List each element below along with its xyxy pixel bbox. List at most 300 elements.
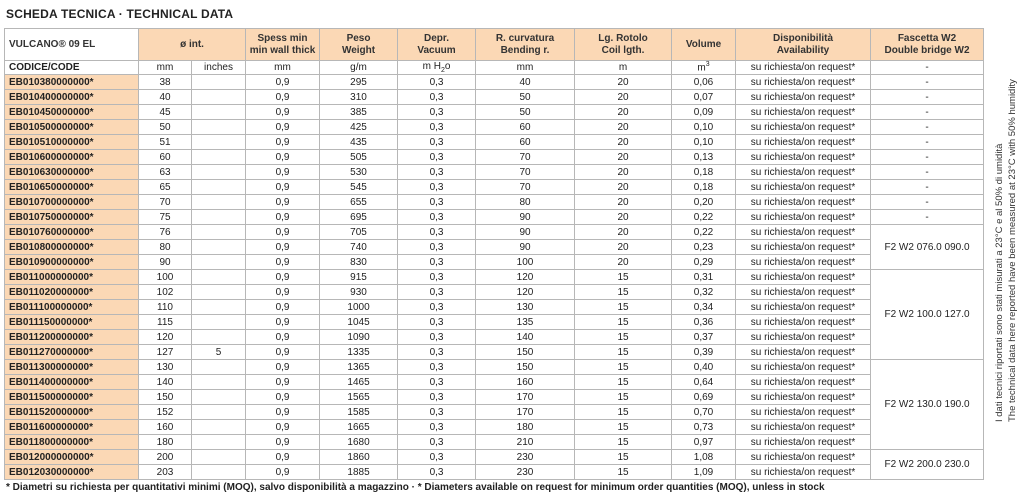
cell-vacuum: 0,3	[398, 345, 476, 360]
cell-int-inches	[192, 240, 246, 255]
cell-volume: 0,70	[672, 405, 736, 420]
cell-availability: su richiesta/on request*	[736, 255, 871, 270]
cell-coil-length: 20	[575, 105, 672, 120]
unit-volume: $m^3$	[672, 61, 736, 75]
cell-int-mm: 51	[139, 135, 192, 150]
cell-wall: 0,9	[246, 345, 320, 360]
cell-availability: su richiesta/on request*	[736, 270, 871, 285]
cell-volume: 0,13	[672, 150, 736, 165]
cell-fascetta: F2 W2 100.0 127.0	[871, 270, 984, 360]
cell-coil-length: 20	[575, 210, 672, 225]
cell-code: EB011800000000*	[5, 435, 139, 450]
cell-int-mm: 75	[139, 210, 192, 225]
cell-availability: su richiesta/on request*	[736, 465, 871, 480]
cell-wall: 0,9	[246, 180, 320, 195]
cell-code: EB010600000000*	[5, 150, 139, 165]
table-row	[5, 225, 984, 240]
cell-vacuum: 0,3	[398, 270, 476, 285]
cell-int-mm: 80	[139, 240, 192, 255]
cell-fascetta: -	[871, 105, 984, 120]
cell-bending-radius: 120	[476, 270, 575, 285]
side-note-it: I dati tecnici riportati sono stati misurati a 23°C e al 50% di umidità	[994, 143, 1005, 422]
cell-fascetta: F2 W2 130.0 190.0	[871, 360, 984, 450]
cell-availability: su richiesta/on request*	[736, 105, 871, 120]
cell-weight: 1565	[320, 390, 398, 405]
side-note-en: The technical data here reported have been measured at 23°C with 50% humidity	[1007, 79, 1018, 422]
cell-weight: 1860	[320, 450, 398, 465]
cell-int-mm: 160	[139, 420, 192, 435]
cell-weight: 705	[320, 225, 398, 240]
cell-coil-length: 20	[575, 150, 672, 165]
cell-volume: 0,36	[672, 315, 736, 330]
cell-int-mm: 102	[139, 285, 192, 300]
cell-volume: 0,10	[672, 135, 736, 150]
cell-wall: 0,9	[246, 300, 320, 315]
cell-vacuum: 0,3	[398, 165, 476, 180]
cell-code: EB011500000000*	[5, 390, 139, 405]
cell-coil-length: 15	[575, 285, 672, 300]
cell-availability: su richiesta/on request*	[736, 150, 871, 165]
cell-bending-radius: 150	[476, 360, 575, 375]
cell-vacuum: 0,3	[398, 420, 476, 435]
cell-int-inches	[192, 165, 246, 180]
cell-int-mm: 76	[139, 225, 192, 240]
cell-volume: 0,06	[672, 75, 736, 90]
cell-int-inches	[192, 270, 246, 285]
table-row	[5, 255, 984, 270]
cell-vacuum: 0,3	[398, 330, 476, 345]
cell-coil-length: 15	[575, 330, 672, 345]
table-row	[5, 345, 984, 360]
cell-availability: su richiesta/on request*	[736, 390, 871, 405]
cell-fascetta: -	[871, 210, 984, 225]
cell-fascetta: F2 W2 200.0 230.0	[871, 450, 984, 480]
table-row	[5, 105, 984, 120]
cell-weight: 1090	[320, 330, 398, 345]
header-int-diameter: ø int.	[139, 29, 246, 61]
header-volume: Volume	[672, 29, 736, 61]
cell-int-inches	[192, 135, 246, 150]
table-body	[5, 75, 984, 480]
cell-availability: su richiesta/on request*	[736, 90, 871, 105]
cell-int-mm: 120	[139, 330, 192, 345]
cell-code: EB010450000000*	[5, 105, 139, 120]
cell-code: EB011400000000*	[5, 375, 139, 390]
cell-int-inches	[192, 375, 246, 390]
cell-fascetta: -	[871, 120, 984, 135]
cell-bending-radius: 60	[476, 135, 575, 150]
cell-fascetta: -	[871, 150, 984, 165]
cell-vacuum: 0,3	[398, 210, 476, 225]
cell-code: EB011520000000*	[5, 405, 139, 420]
cell-availability: su richiesta/on request*	[736, 210, 871, 225]
cell-volume: 0,22	[672, 225, 736, 240]
cell-code: EB011020000000*	[5, 285, 139, 300]
cell-int-inches	[192, 195, 246, 210]
cell-availability: su richiesta/on request*	[736, 450, 871, 465]
cell-bending-radius: 50	[476, 105, 575, 120]
cell-wall: 0,9	[246, 225, 320, 240]
cell-fascetta: -	[871, 135, 984, 150]
cell-availability: su richiesta/on request*	[736, 180, 871, 195]
cell-coil-length: 20	[575, 180, 672, 195]
cell-weight: 425	[320, 120, 398, 135]
unit-weight: g/m	[320, 61, 398, 75]
header-coil-length: Lg. Rotolo Coil lgth.	[575, 29, 672, 61]
table-row	[5, 135, 984, 150]
cell-bending-radius: 170	[476, 390, 575, 405]
cell-weight: 1335	[320, 345, 398, 360]
cell-int-mm: 203	[139, 465, 192, 480]
cell-bending-radius: 70	[476, 165, 575, 180]
cell-int-inches	[192, 315, 246, 330]
cell-vacuum: 0,3	[398, 195, 476, 210]
cell-volume: 0,40	[672, 360, 736, 375]
cell-int-inches	[192, 450, 246, 465]
cell-int-mm: 70	[139, 195, 192, 210]
cell-code: EB010500000000*	[5, 120, 139, 135]
cell-int-inches	[192, 390, 246, 405]
cell-weight: 295	[320, 75, 398, 90]
cell-vacuum: 0,3	[398, 90, 476, 105]
cell-int-mm: 45	[139, 105, 192, 120]
cell-bending-radius: 135	[476, 315, 575, 330]
cell-coil-length: 15	[575, 465, 672, 480]
cell-volume: 0,22	[672, 210, 736, 225]
table-row	[5, 75, 984, 90]
table-row	[5, 150, 984, 165]
cell-coil-length: 15	[575, 270, 672, 285]
unit-mm: mm	[139, 61, 192, 75]
cell-int-mm: 90	[139, 255, 192, 270]
table-row	[5, 90, 984, 105]
cell-bending-radius: 50	[476, 90, 575, 105]
cell-availability: su richiesta/on request*	[736, 345, 871, 360]
cell-coil-length: 20	[575, 195, 672, 210]
cell-wall: 0,9	[246, 360, 320, 375]
footnote: * Diametri su richiesta per quantitativi minimi (MOQ), salvo disponibilità a magazzino · * Diameters available on request for minimum order quantities (MOQ), unless in stock	[6, 482, 825, 493]
cell-volume: 0,20	[672, 195, 736, 210]
table-row	[5, 435, 984, 450]
cell-availability: su richiesta/on request*	[736, 195, 871, 210]
cell-code: EB011100000000*	[5, 300, 139, 315]
cell-int-inches	[192, 255, 246, 270]
cell-vacuum: 0,3	[398, 360, 476, 375]
cell-int-mm: 60	[139, 150, 192, 165]
cell-int-mm: 40	[139, 90, 192, 105]
cell-int-inches	[192, 90, 246, 105]
cell-availability: su richiesta/on request*	[736, 375, 871, 390]
cell-wall: 0,9	[246, 120, 320, 135]
cell-code: EB010380000000*	[5, 75, 139, 90]
page-title: SCHEDA TECNICA · TECHNICAL DATA	[6, 7, 234, 21]
cell-availability: su richiesta/on request*	[736, 420, 871, 435]
cell-availability: su richiesta/on request*	[736, 435, 871, 450]
table-row	[5, 360, 984, 375]
cell-coil-length: 15	[575, 405, 672, 420]
cell-code: EB010760000000*	[5, 225, 139, 240]
cell-int-inches	[192, 225, 246, 240]
cell-coil-length: 15	[575, 420, 672, 435]
cell-vacuum: 0,3	[398, 105, 476, 120]
cell-bending-radius: 90	[476, 240, 575, 255]
cell-vacuum: 0,3	[398, 120, 476, 135]
cell-bending-radius: 140	[476, 330, 575, 345]
cell-volume: 0,32	[672, 285, 736, 300]
cell-int-mm: 140	[139, 375, 192, 390]
cell-int-inches	[192, 405, 246, 420]
cell-int-inches	[192, 210, 246, 225]
cell-int-mm: 130	[139, 360, 192, 375]
cell-weight: 545	[320, 180, 398, 195]
cell-coil-length: 20	[575, 225, 672, 240]
cell-availability: su richiesta/on request*	[736, 120, 871, 135]
cell-weight: 695	[320, 210, 398, 225]
cell-bending-radius: 230	[476, 465, 575, 480]
unit-inches: inches	[192, 61, 246, 75]
table-row	[5, 240, 984, 255]
cell-wall: 0,9	[246, 75, 320, 90]
cell-availability: su richiesta/on request*	[736, 225, 871, 240]
cell-wall: 0,9	[246, 330, 320, 345]
cell-volume: 0,39	[672, 345, 736, 360]
cell-volume: 0,18	[672, 180, 736, 195]
table-row	[5, 390, 984, 405]
cell-code: EB010750000000*	[5, 210, 139, 225]
cell-bending-radius: 70	[476, 180, 575, 195]
cell-int-inches	[192, 465, 246, 480]
cell-coil-length: 20	[575, 75, 672, 90]
cell-coil-length: 15	[575, 450, 672, 465]
cell-vacuum: 0,3	[398, 285, 476, 300]
cell-vacuum: 0,3	[398, 240, 476, 255]
cell-weight: 915	[320, 270, 398, 285]
cell-vacuum: 0,3	[398, 390, 476, 405]
cell-wall: 0,9	[246, 195, 320, 210]
cell-availability: su richiesta/on request*	[736, 300, 871, 315]
unit-vacuum: m $H_2o$	[398, 61, 476, 75]
cell-vacuum: 0,3	[398, 255, 476, 270]
cell-weight: 1665	[320, 420, 398, 435]
cell-weight: 505	[320, 150, 398, 165]
cell-wall: 0,9	[246, 135, 320, 150]
cell-volume: 0,64	[672, 375, 736, 390]
table-row	[5, 330, 984, 345]
cell-wall: 0,9	[246, 150, 320, 165]
units-row	[5, 61, 984, 75]
header-wall-thickness: Spess min min wall thick	[246, 29, 320, 61]
cell-coil-length: 20	[575, 255, 672, 270]
cell-int-inches	[192, 180, 246, 195]
cell-bending-radius: 70	[476, 150, 575, 165]
cell-int-mm: 180	[139, 435, 192, 450]
cell-volume: 1,08	[672, 450, 736, 465]
cell-wall: 0,9	[246, 465, 320, 480]
cell-wall: 0,9	[246, 90, 320, 105]
cell-code: EB011200000000*	[5, 330, 139, 345]
cell-code: EB011000000000*	[5, 270, 139, 285]
cell-volume: 0,34	[672, 300, 736, 315]
cell-coil-length: 15	[575, 300, 672, 315]
cell-volume: 0,73	[672, 420, 736, 435]
cell-coil-length: 15	[575, 315, 672, 330]
cell-vacuum: 0,3	[398, 135, 476, 150]
cell-volume: 0,18	[672, 165, 736, 180]
cell-wall: 0,9	[246, 420, 320, 435]
cell-wall: 0,9	[246, 375, 320, 390]
cell-availability: su richiesta/on request*	[736, 360, 871, 375]
cell-coil-length: 20	[575, 165, 672, 180]
table-row	[5, 375, 984, 390]
side-note	[993, 79, 1024, 422]
cell-int-inches	[192, 435, 246, 450]
product-name: VULCANO® 09 EL	[5, 29, 139, 61]
cell-coil-length: 20	[575, 240, 672, 255]
cell-int-mm: 127	[139, 345, 192, 360]
cell-volume: 0,23	[672, 240, 736, 255]
cell-code: EB010510000000*	[5, 135, 139, 150]
cell-int-inches	[192, 330, 246, 345]
cell-volume: 0,07	[672, 90, 736, 105]
cell-code: EB011600000000*	[5, 420, 139, 435]
header-row	[5, 29, 984, 61]
cell-wall: 0,9	[246, 435, 320, 450]
cell-weight: 930	[320, 285, 398, 300]
cell-int-inches	[192, 285, 246, 300]
cell-bending-radius: 130	[476, 300, 575, 315]
cell-volume: 1,09	[672, 465, 736, 480]
unit-availability: su richiesta/on request*	[736, 61, 871, 75]
table-row	[5, 420, 984, 435]
cell-wall: 0,9	[246, 405, 320, 420]
cell-weight: 310	[320, 90, 398, 105]
cell-int-mm: 150	[139, 390, 192, 405]
header-fascetta: Fascetta W2 Double bridge W2	[871, 29, 984, 61]
cell-wall: 0,9	[246, 270, 320, 285]
unit-wall: mm	[246, 61, 320, 75]
cell-int-inches	[192, 105, 246, 120]
header-weight: Peso Weight	[320, 29, 398, 61]
cell-wall: 0,9	[246, 210, 320, 225]
cell-weight: 1365	[320, 360, 398, 375]
cell-coil-length: 15	[575, 360, 672, 375]
cell-volume: 0,09	[672, 105, 736, 120]
cell-weight: 1680	[320, 435, 398, 450]
cell-weight: 1045	[320, 315, 398, 330]
cell-weight: 1585	[320, 405, 398, 420]
cell-bending-radius: 90	[476, 225, 575, 240]
cell-code: EB010650000000*	[5, 180, 139, 195]
cell-code: EB010700000000*	[5, 195, 139, 210]
cell-wall: 0,9	[246, 240, 320, 255]
cell-code: EB010800000000*	[5, 240, 139, 255]
cell-int-inches	[192, 420, 246, 435]
cell-volume: 0,29	[672, 255, 736, 270]
cell-int-mm: 65	[139, 180, 192, 195]
table-row	[5, 465, 984, 480]
table-row	[5, 210, 984, 225]
cell-weight: 530	[320, 165, 398, 180]
cell-coil-length: 15	[575, 345, 672, 360]
cell-weight: 1885	[320, 465, 398, 480]
cell-bending-radius: 160	[476, 375, 575, 390]
cell-int-mm: 110	[139, 300, 192, 315]
cell-fascetta: -	[871, 195, 984, 210]
cell-availability: su richiesta/on request*	[736, 330, 871, 345]
table-row	[5, 120, 984, 135]
cell-fascetta: F2 W2 076.0 090.0	[871, 225, 984, 270]
cell-int-inches	[192, 150, 246, 165]
cell-bending-radius: 120	[476, 285, 575, 300]
cell-volume: 0,31	[672, 270, 736, 285]
table-row	[5, 270, 984, 285]
cell-coil-length: 20	[575, 90, 672, 105]
cell-availability: su richiesta/on request*	[736, 135, 871, 150]
cell-coil-length: 15	[575, 390, 672, 405]
table-row	[5, 195, 984, 210]
cell-availability: su richiesta/on request*	[736, 315, 871, 330]
cell-int-inches	[192, 360, 246, 375]
cell-code: EB010630000000*	[5, 165, 139, 180]
cell-volume: 0,97	[672, 435, 736, 450]
cell-weight: 1465	[320, 375, 398, 390]
technical-data-table	[4, 28, 984, 480]
cell-vacuum: 0,3	[398, 225, 476, 240]
cell-vacuum: 0,3	[398, 435, 476, 450]
cell-fascetta: -	[871, 90, 984, 105]
cell-wall: 0,9	[246, 450, 320, 465]
cell-weight: 1000	[320, 300, 398, 315]
cell-weight: 435	[320, 135, 398, 150]
cell-int-mm: 63	[139, 165, 192, 180]
cell-fascetta: -	[871, 180, 984, 195]
cell-int-inches	[192, 120, 246, 135]
table-row	[5, 180, 984, 195]
cell-int-mm: 115	[139, 315, 192, 330]
header-vacuum: Depr. Vacuum	[398, 29, 476, 61]
cell-bending-radius: 150	[476, 345, 575, 360]
table-row	[5, 315, 984, 330]
cell-bending-radius: 60	[476, 120, 575, 135]
cell-bending-radius: 230	[476, 450, 575, 465]
cell-volume: 0,37	[672, 330, 736, 345]
cell-code: EB010400000000*	[5, 90, 139, 105]
unit-code: CODICE/CODE	[5, 61, 139, 75]
table-row	[5, 285, 984, 300]
cell-int-mm: 200	[139, 450, 192, 465]
cell-weight: 385	[320, 105, 398, 120]
header-availability: Disponibilità Availability	[736, 29, 871, 61]
cell-availability: su richiesta/on request*	[736, 285, 871, 300]
cell-vacuum: 0,3	[398, 150, 476, 165]
cell-bending-radius: 80	[476, 195, 575, 210]
cell-vacuum: 0,3	[398, 465, 476, 480]
cell-code: EB012000000000*	[5, 450, 139, 465]
header-bending-radius: R. curvatura Bending r.	[476, 29, 575, 61]
cell-int-inches: 5	[192, 345, 246, 360]
cell-code: EB011150000000*	[5, 315, 139, 330]
cell-availability: su richiesta/on request*	[736, 75, 871, 90]
table-row	[5, 405, 984, 420]
cell-coil-length: 15	[575, 435, 672, 450]
cell-code: EB010900000000*	[5, 255, 139, 270]
cell-volume: 0,69	[672, 390, 736, 405]
unit-coil: m	[575, 61, 672, 75]
cell-int-mm: 38	[139, 75, 192, 90]
cell-bending-radius: 170	[476, 405, 575, 420]
unit-bend: mm	[476, 61, 575, 75]
cell-bending-radius: 100	[476, 255, 575, 270]
